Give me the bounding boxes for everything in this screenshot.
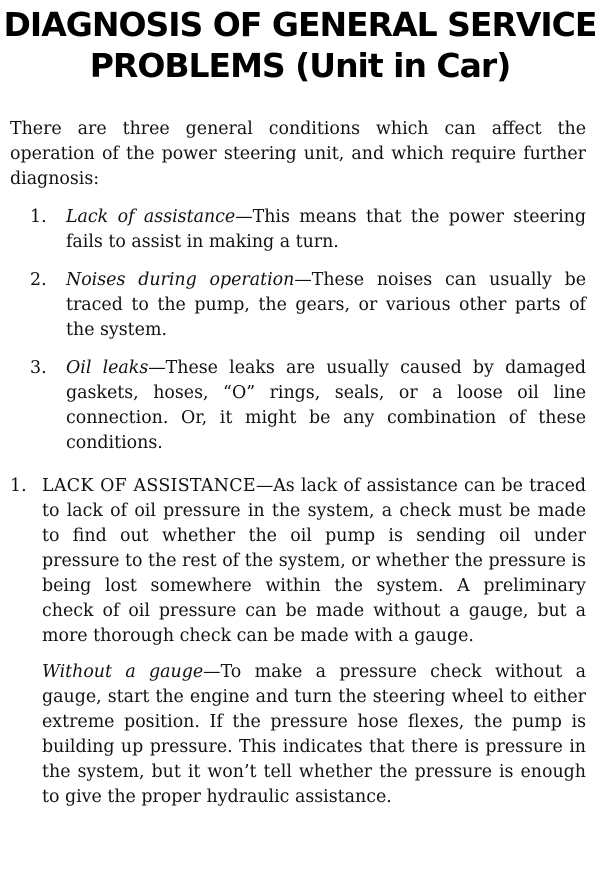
condition-item-oil-leaks [30, 356, 600, 456]
without-gauge-term: Without a gauge [42, 662, 204, 682]
page-title-line-2: PROBLEMS (Unit in Car) [89, 46, 511, 85]
condition-number: 2. [30, 270, 47, 290]
condition-description: —This means that the power steering fails to assist in making a turn. [66, 207, 586, 252]
condition-term: Oil leaks [66, 358, 149, 378]
condition-item-noises [30, 268, 600, 343]
condition-number: 3. [30, 358, 47, 378]
section-lack-of-assistance [10, 474, 600, 810]
without-gauge-paragraph [42, 660, 586, 810]
condition-description: —These leaks are usually caused by damaged gaskets, hoses, “O” rings, seals, or a loose oil line connection. Or, it might be any combination of these conditions. [66, 358, 586, 453]
section-body: —As lack of assistance can be traced to lack of oil pressure in the system, a check must be made to find out whether the oil pump is sending oil under pressure to the rest of the system, or whether the pressure is being lost somewhere within the system. A preliminary check of oil pressure can be made without a gauge, but a more thorough check can be made with a gauge. [42, 476, 586, 646]
without-gauge-text: —To make a pressure check without a gauge, start the engine and turn the steering wheel to either extreme position. If the pressure hose flexes, the pump is building up pressure. This indicates that there is pressure in the system, but it won’t tell whether the pressure is enough to give the proper hydraulic assistance. [42, 662, 586, 807]
condition-item-lack-of-assistance [30, 205, 600, 255]
intro-paragraph: There are three general conditions which can affect the operation of the power steering unit, and which require further diagnosis: [10, 119, 586, 189]
condition-term: Lack of assistance [66, 207, 236, 227]
page-title-line-1: DIAGNOSIS OF GENERAL SERVICE [3, 5, 597, 44]
condition-number: 1. [30, 207, 47, 227]
section-heading: LACK OF ASSISTANCE [42, 476, 256, 496]
section-number: 1. [10, 476, 27, 496]
page-title [0, 0, 600, 86]
condition-description: —These noises can usually be traced to the pump, the gears, or various other parts of the system. [66, 270, 586, 340]
conditions-list [0, 205, 600, 456]
condition-term: Noises during operation [66, 270, 295, 290]
